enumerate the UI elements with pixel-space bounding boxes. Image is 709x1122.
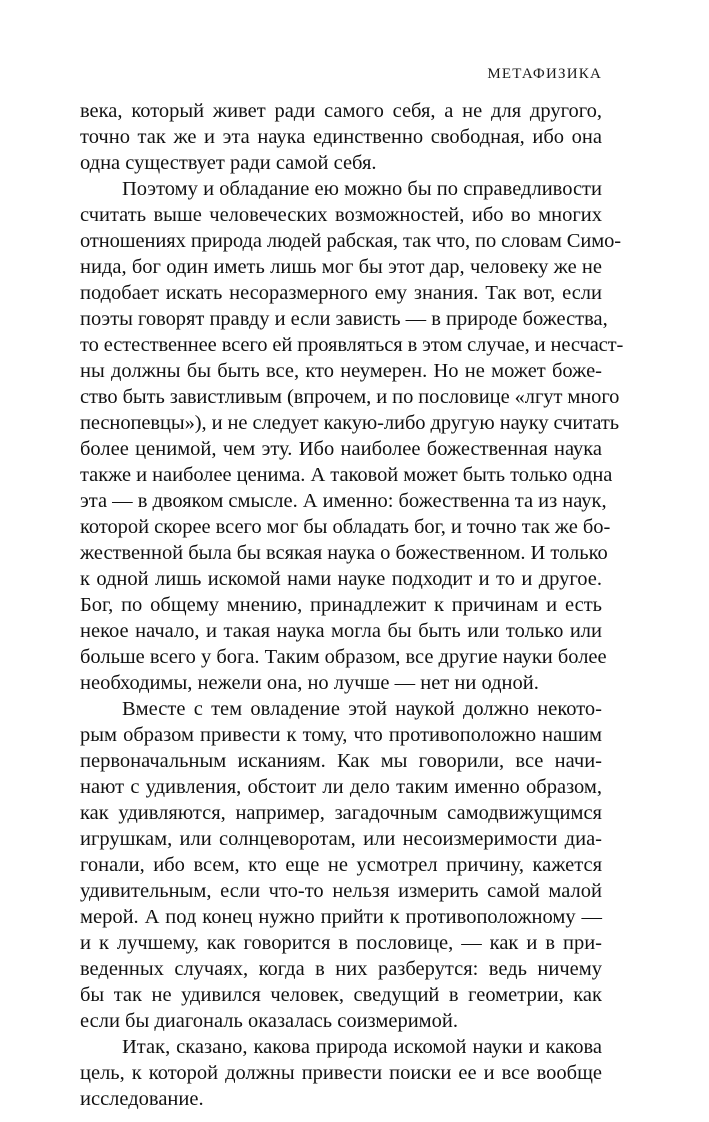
text-line: более ценимой, чем эту. Ибо наиболее божественная наука xyxy=(80,438,602,460)
text-line: эта — в двояком смысле. А именно: божественна та из наук, xyxy=(80,490,607,512)
text-line: гонали, ибо всем, кто еще не усмотрел причину, кажется xyxy=(80,854,602,876)
paragraph-3 xyxy=(80,696,602,1034)
text-line: отношениях природа людей рабская, так что, по словам Симо- xyxy=(80,230,621,252)
text-line: жественной была бы всякая наука о божественном. И только xyxy=(80,542,608,564)
text-line: исследование. xyxy=(80,1088,204,1110)
text-line: точно так же и эта наука единственно свободная, ибо она xyxy=(80,126,602,148)
text-line: то естественнее всего ей проявляться в этом случае, и несчаст- xyxy=(80,334,624,356)
text-line: одна существует ради самой себя. xyxy=(80,152,377,174)
text-line: как удивляются, например, загадочным самодвижущимся xyxy=(80,802,602,824)
text-line: нида, бог один иметь лишь мог бы этот дар, человеку же не xyxy=(80,256,602,278)
text-line: больше всего у бога. Таким образом, все другие науки более xyxy=(80,646,607,668)
paragraph-4 xyxy=(80,1034,602,1112)
text-line: первоначальным исканиям. Как мы говорили, все начи- xyxy=(80,750,602,772)
text-line: удивительным, если что-то нельзя измерить самой малой xyxy=(80,880,602,902)
text-line: Бог, по общему мнению, принадлежит к причинам и есть xyxy=(80,594,602,616)
text-line: мерой. А под конец нужно прийти к противоположному — xyxy=(80,906,602,928)
text-line: поэты говорят правду и если зависть — в природе божества, xyxy=(80,308,608,330)
text-line: нают с удивления, обстоит ли дело таким именно образом, xyxy=(80,776,602,798)
text-line: рым образом привести к тому, что противоположно нашим xyxy=(80,724,602,746)
text-line: необходимы, нежели она, но лучше — нет ни одной. xyxy=(80,672,539,694)
text-line: Поэтому и обладание ею можно бы по справедливости xyxy=(122,178,602,200)
text-line: Вместе с тем овладение этой наукой должно некото- xyxy=(122,698,602,720)
running-title: МЕТАФИЗИКА xyxy=(487,66,602,82)
paragraph-2 xyxy=(80,176,624,696)
text-line: песнопевцы»), и не следует какую-либо другую науку считать xyxy=(80,412,620,434)
text-line: цель, к которой должны привести поиски ее и все вообще xyxy=(80,1062,602,1084)
text-line: Итак, сказано, какова природа искомой науки и какова xyxy=(122,1036,602,1058)
text-line: игрушкам, или солнцеворотам, или несоизмеримости диа- xyxy=(80,828,602,850)
text-line: века, который живет ради самого себя, а не для другого, xyxy=(80,100,602,122)
text-line: если бы диагональ оказалась соизмеримой. xyxy=(80,1010,458,1032)
body-text xyxy=(80,98,624,1112)
text-line: бы так не удивился человек, сведущий в геометрии, как xyxy=(80,984,602,1006)
text-line: подобает искать несоразмерного ему знания. Так вот, если xyxy=(80,282,602,304)
text-line: также и наиболее ценима. А таковой может быть только одна xyxy=(80,464,613,486)
text-line: считать выше человеческих возможностей, ибо во многих xyxy=(80,204,602,226)
text-line: ны должны бы быть все, кто неумерен. Но не может боже- xyxy=(80,360,602,382)
text-line: веденных случаях, когда в них разберутся: ведь ничему xyxy=(80,958,602,980)
text-line: к одной лишь искомой нами науке подходит и то и другое. xyxy=(80,568,602,590)
text-line: и к лучшему, как говорится в пословице, — как и в при- xyxy=(80,932,602,954)
paragraph-1 xyxy=(80,98,602,176)
text-line: некое начало, и такая наука могла бы быть или только или xyxy=(80,620,602,642)
text-line: ство быть завистливым (впрочем, и по пословице «лгут много xyxy=(80,386,620,408)
text-line: которой скорее всего мог бы обладать бог, и точно так же бо- xyxy=(80,516,611,538)
